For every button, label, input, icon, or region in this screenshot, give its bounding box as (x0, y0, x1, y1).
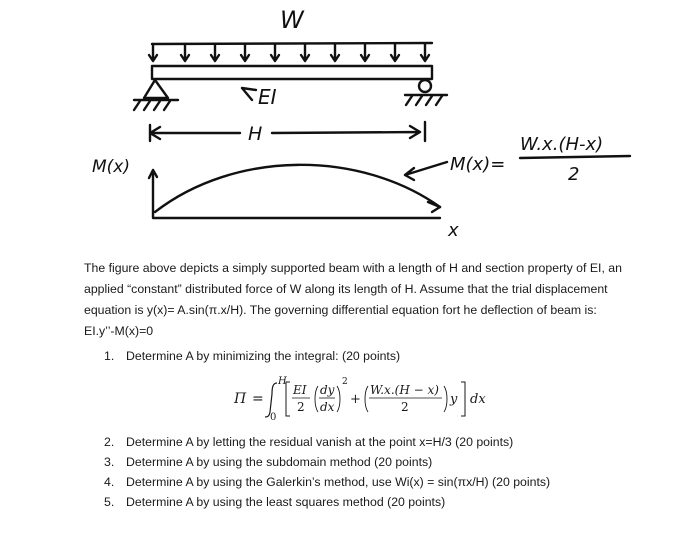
eq-denominator: 2 (401, 400, 409, 414)
moment-curve (155, 165, 440, 212)
eq-plus: + (350, 392, 361, 407)
question-number: 5. (104, 495, 115, 509)
beam-figure (0, 0, 700, 240)
moment-equation-numerator: W.x.(H-x) (520, 134, 604, 155)
question-number: 2. (104, 435, 115, 449)
eq-upper-limit: H (278, 376, 287, 387)
question-list-first (104, 346, 624, 366)
moment-axis (153, 174, 440, 218)
roller-support (419, 80, 431, 92)
length-label: H (248, 123, 263, 145)
stiffness-label: EI (258, 85, 277, 109)
question-text: Determine A by letting the residual vanish at the point x=H/3 (20 points) (126, 435, 514, 449)
eq-equals: = (252, 391, 264, 407)
eq-ei: EI (293, 383, 307, 397)
question-item (104, 472, 624, 492)
problem-statement: The figure above depicts a simply supported beam with a length of H and section property of EI, an applied “constant” distributed force of W along its length of H. Assume that the trial displacement equation is y(x)= A.sin(π.x/H). The governing differential equation fort he deflection of beam is: EI.y’’-M(x)=0 (84, 261, 622, 338)
question-text: Determine A by minimizing the integral: (20 points) (126, 349, 401, 363)
moment-equation-denominator: 2 (568, 164, 580, 185)
question-item (104, 432, 624, 452)
question-list-rest (104, 432, 624, 512)
pin-support (144, 80, 168, 98)
question-text: Determine A by using the least squares method (20 points) (126, 495, 446, 509)
eq-pi: Π (234, 391, 247, 407)
load-arrows (149, 44, 429, 61)
eq-two: 2 (297, 400, 305, 414)
moment-label: M(x) (92, 157, 130, 177)
load-label: W (280, 6, 304, 34)
question-item (104, 492, 624, 512)
length-dimension (150, 125, 240, 141)
question-text: Determine A by using the Galerkin’s method, use Wi(x) = sin(πx/H) (20 points) (126, 475, 551, 489)
question-item (104, 346, 624, 366)
load-line (152, 43, 432, 44)
moment-equation-lhs: M(x)= (450, 154, 506, 175)
eq-square: 2 (342, 377, 348, 387)
eq-y: y (450, 392, 458, 407)
question-number: 4. (104, 475, 115, 489)
eq-lower-limit: 0 (270, 412, 277, 422)
question-text: Determine A by using the subdomain method (20 points) (126, 455, 433, 469)
beam (152, 66, 432, 79)
eq-dy: dy (320, 383, 335, 397)
question-number: 3. (104, 455, 115, 469)
question-number: 1. (104, 349, 115, 363)
question-item (104, 452, 624, 472)
axis-x-label: x (448, 220, 459, 240)
eq-dx-end: dx (470, 392, 486, 407)
eq-dx: dx (320, 400, 335, 414)
integral-equation (228, 372, 508, 422)
eq-numerator: W.x.(H − x) (370, 383, 439, 397)
